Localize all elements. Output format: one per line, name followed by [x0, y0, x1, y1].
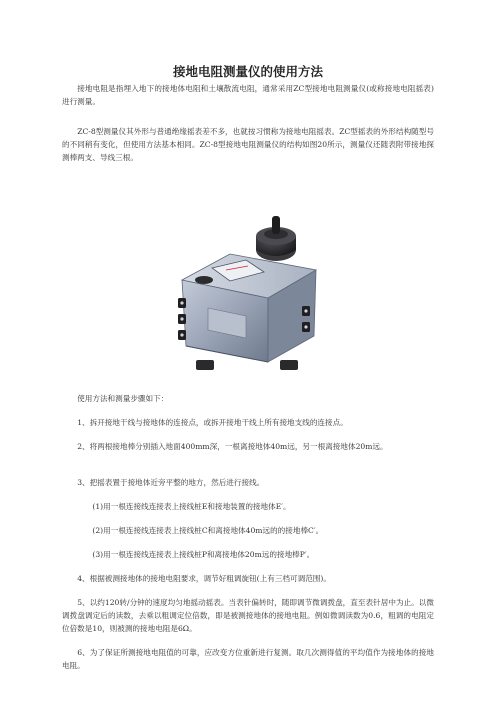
step-2: 2、将两根接地棒分别插入地面400mm深，一根离接地体40m远，另一根离接地体20m远。: [77, 442, 388, 451]
intro-paragraph-2: ZC-8型测量仪其外形与普通绝缘摇表差不多，也就按习惯称为接地电阻摇表。ZC型摇表的外形结构随型号的不同稍有变化，但使用方法基本相同。ZC-8型接地电阻测量仪的结构如图20所示，测量仪还随表附带接地探测棒两支、导线三根。: [62, 127, 434, 162]
step-4: 4、根据被测接地体的接地电阻要求，调节好粗调旋钮(上有三档可调范围)。: [77, 574, 331, 583]
ground-resistance-tester-icon: [168, 210, 328, 380]
step-3: 3、把摇表置于接地体近旁平整的地方，然后进行接线。: [77, 478, 265, 487]
tester-figure: [168, 210, 328, 380]
step-3a: (1)用一根连接线连接表上接线桩E和接地装置的接地体E′。: [92, 502, 291, 511]
step-1: 1、拆开接地干线与接地体的连接点，或拆开接地干线上所有接地支线的连接点。: [77, 418, 348, 427]
step-5: 5、以约120转/分钟的速度均匀地摇动摇表。当表针偏转时，随即调节微调拨盘，直至表针居中为止。以微调拨盘调定后的读数，去乘以粗调定位倍数，即是被测接地体的接地电阻。例如微调读数为0.6，粗调的电阻定位倍数是10，则被测的接地电阻是6Ω。: [62, 598, 434, 633]
intro-paragraph-1: 接地电阻是指埋入地下的接地体电阻和土壤散流电阻，通常采用ZC型接地电阻测量仪(或称接地电阻摇表)进行测量。: [62, 84, 434, 106]
step-6: 6、为了保证所测接地电阻值的可靠，应改变方位重新进行复测。取几次测得值的平均值作为接地体的接地电阻。: [62, 648, 434, 670]
step-3b: (2)用一根连接线连接表上接线桩C和离接地体40m远的的接地棒C′。: [92, 526, 324, 535]
step-3c: (3)用一根连接线连接表上接线桩P和离接地体20m远的接地棒P′。: [92, 550, 315, 559]
steps-intro: 使用方法和测量步骤如下：: [77, 394, 169, 403]
document-title: 接地电阻测量仪的使用方法: [172, 64, 323, 79]
